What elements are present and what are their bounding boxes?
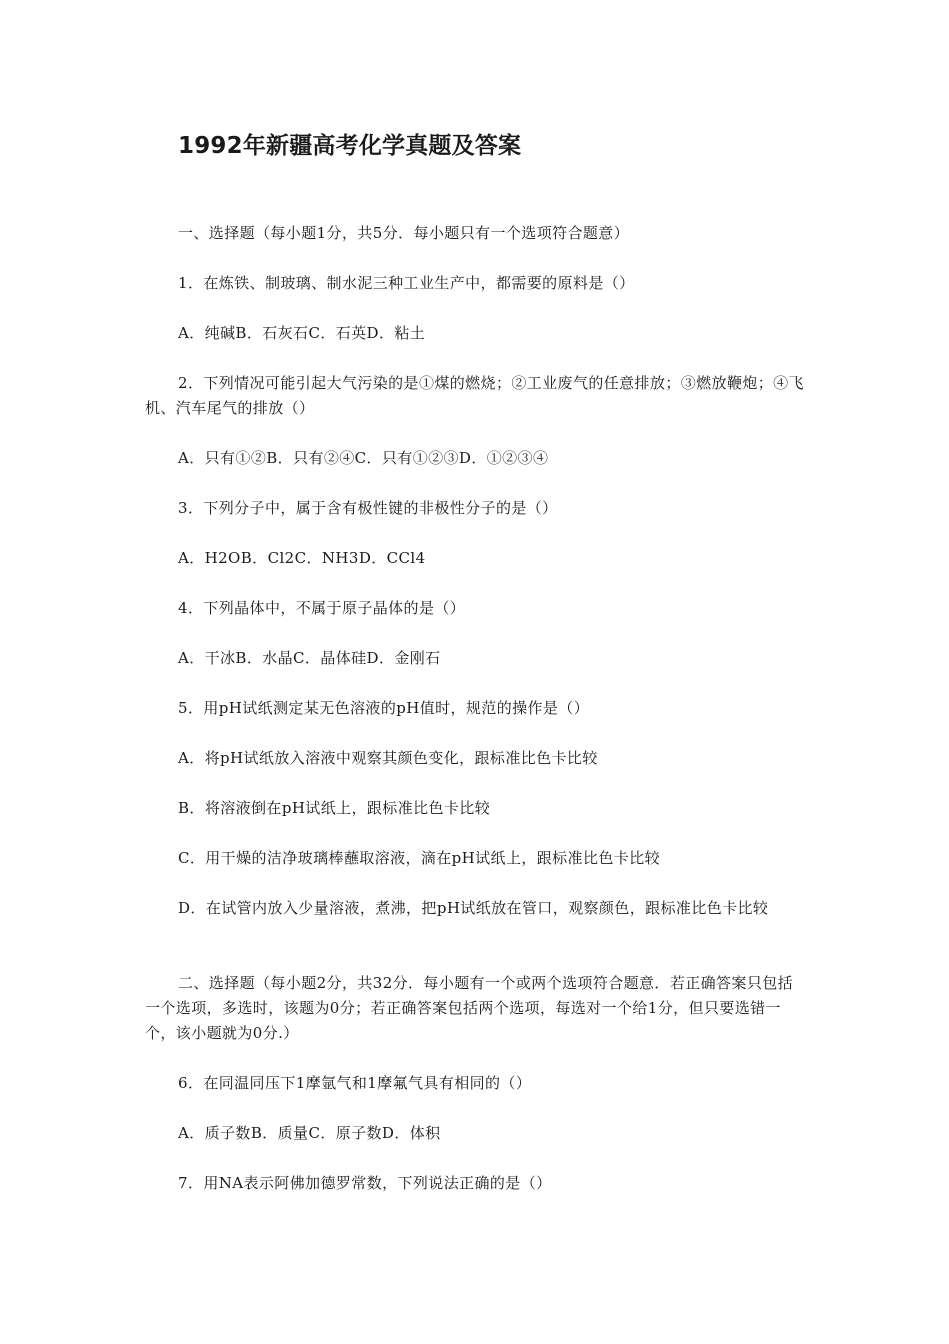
question-3: 3．下列分子中，属于含有极性键的非极性分子的是（） bbox=[178, 499, 558, 517]
section-2-heading: 二、选择题（每小题2分，共32分．每小题有一个或两个选项符合题意．若正确答案只包括一个选项，多选时，该题为0分；若正确答案包括两个选项，每选对一个给1分，但只要选错一个，该小题就为0分.） bbox=[145, 974, 794, 1042]
question-1: 1．在炼铁、制玻璃、制水泥三种工业生产中，都需要的原料是（） bbox=[178, 274, 635, 292]
question-7: 7．用NA表示阿佛加德罗常数，下列说法正确的是（） bbox=[178, 1174, 552, 1192]
page-title: 1992年新疆高考化学真题及答案 bbox=[178, 133, 522, 159]
question-3-options: A．H2OB．Cl2C．NH3D．CCl4 bbox=[178, 549, 426, 567]
question-1-options: A．纯碱B．石灰石C．石英D．粘土 bbox=[178, 324, 426, 342]
section-1-heading: 一、选择题（每小题1分，共5分．每小题只有一个选项符合题意） bbox=[178, 224, 630, 242]
question-6-options: A．质子数B．质量C．原子数D．体积 bbox=[178, 1124, 441, 1142]
question-6: 6．在同温同压下1摩氩气和1摩氟气具有相同的（） bbox=[178, 1074, 532, 1092]
question-2: 2．下列情况可能引起大气污染的是①煤的燃烧；②工业废气的任意排放；③燃放鞭炮；④飞机、汽车尾气的排放（） bbox=[145, 374, 804, 417]
question-5-option-b: B．将溶液倒在pH试纸上，跟标准比色卡比较 bbox=[178, 799, 491, 817]
question-4-options: A．干冰B．水晶C．晶体硅D．金刚石 bbox=[178, 649, 441, 667]
question-4: 4．下列晶体中，不属于原子晶体的是（） bbox=[178, 599, 466, 617]
question-5: 5．用pH试纸测定某无色溶液的pH值时，规范的操作是（） bbox=[178, 699, 590, 717]
question-5-option-c: C．用干燥的洁净玻璃棒蘸取溶液，滴在pH试纸上，跟标准比色卡比较 bbox=[178, 849, 660, 867]
question-5-option-d: D．在试管内放入少量溶液，煮沸，把pH试纸放在管口，观察颜色，跟标准比色卡比较 bbox=[178, 899, 769, 917]
question-5-option-a: A．将pH试纸放入溶液中观察其颜色变化，跟标准比色卡比较 bbox=[178, 749, 598, 767]
question-2-options: A．只有①②B．只有②④C．只有①②③D．①②③④ bbox=[178, 449, 549, 467]
